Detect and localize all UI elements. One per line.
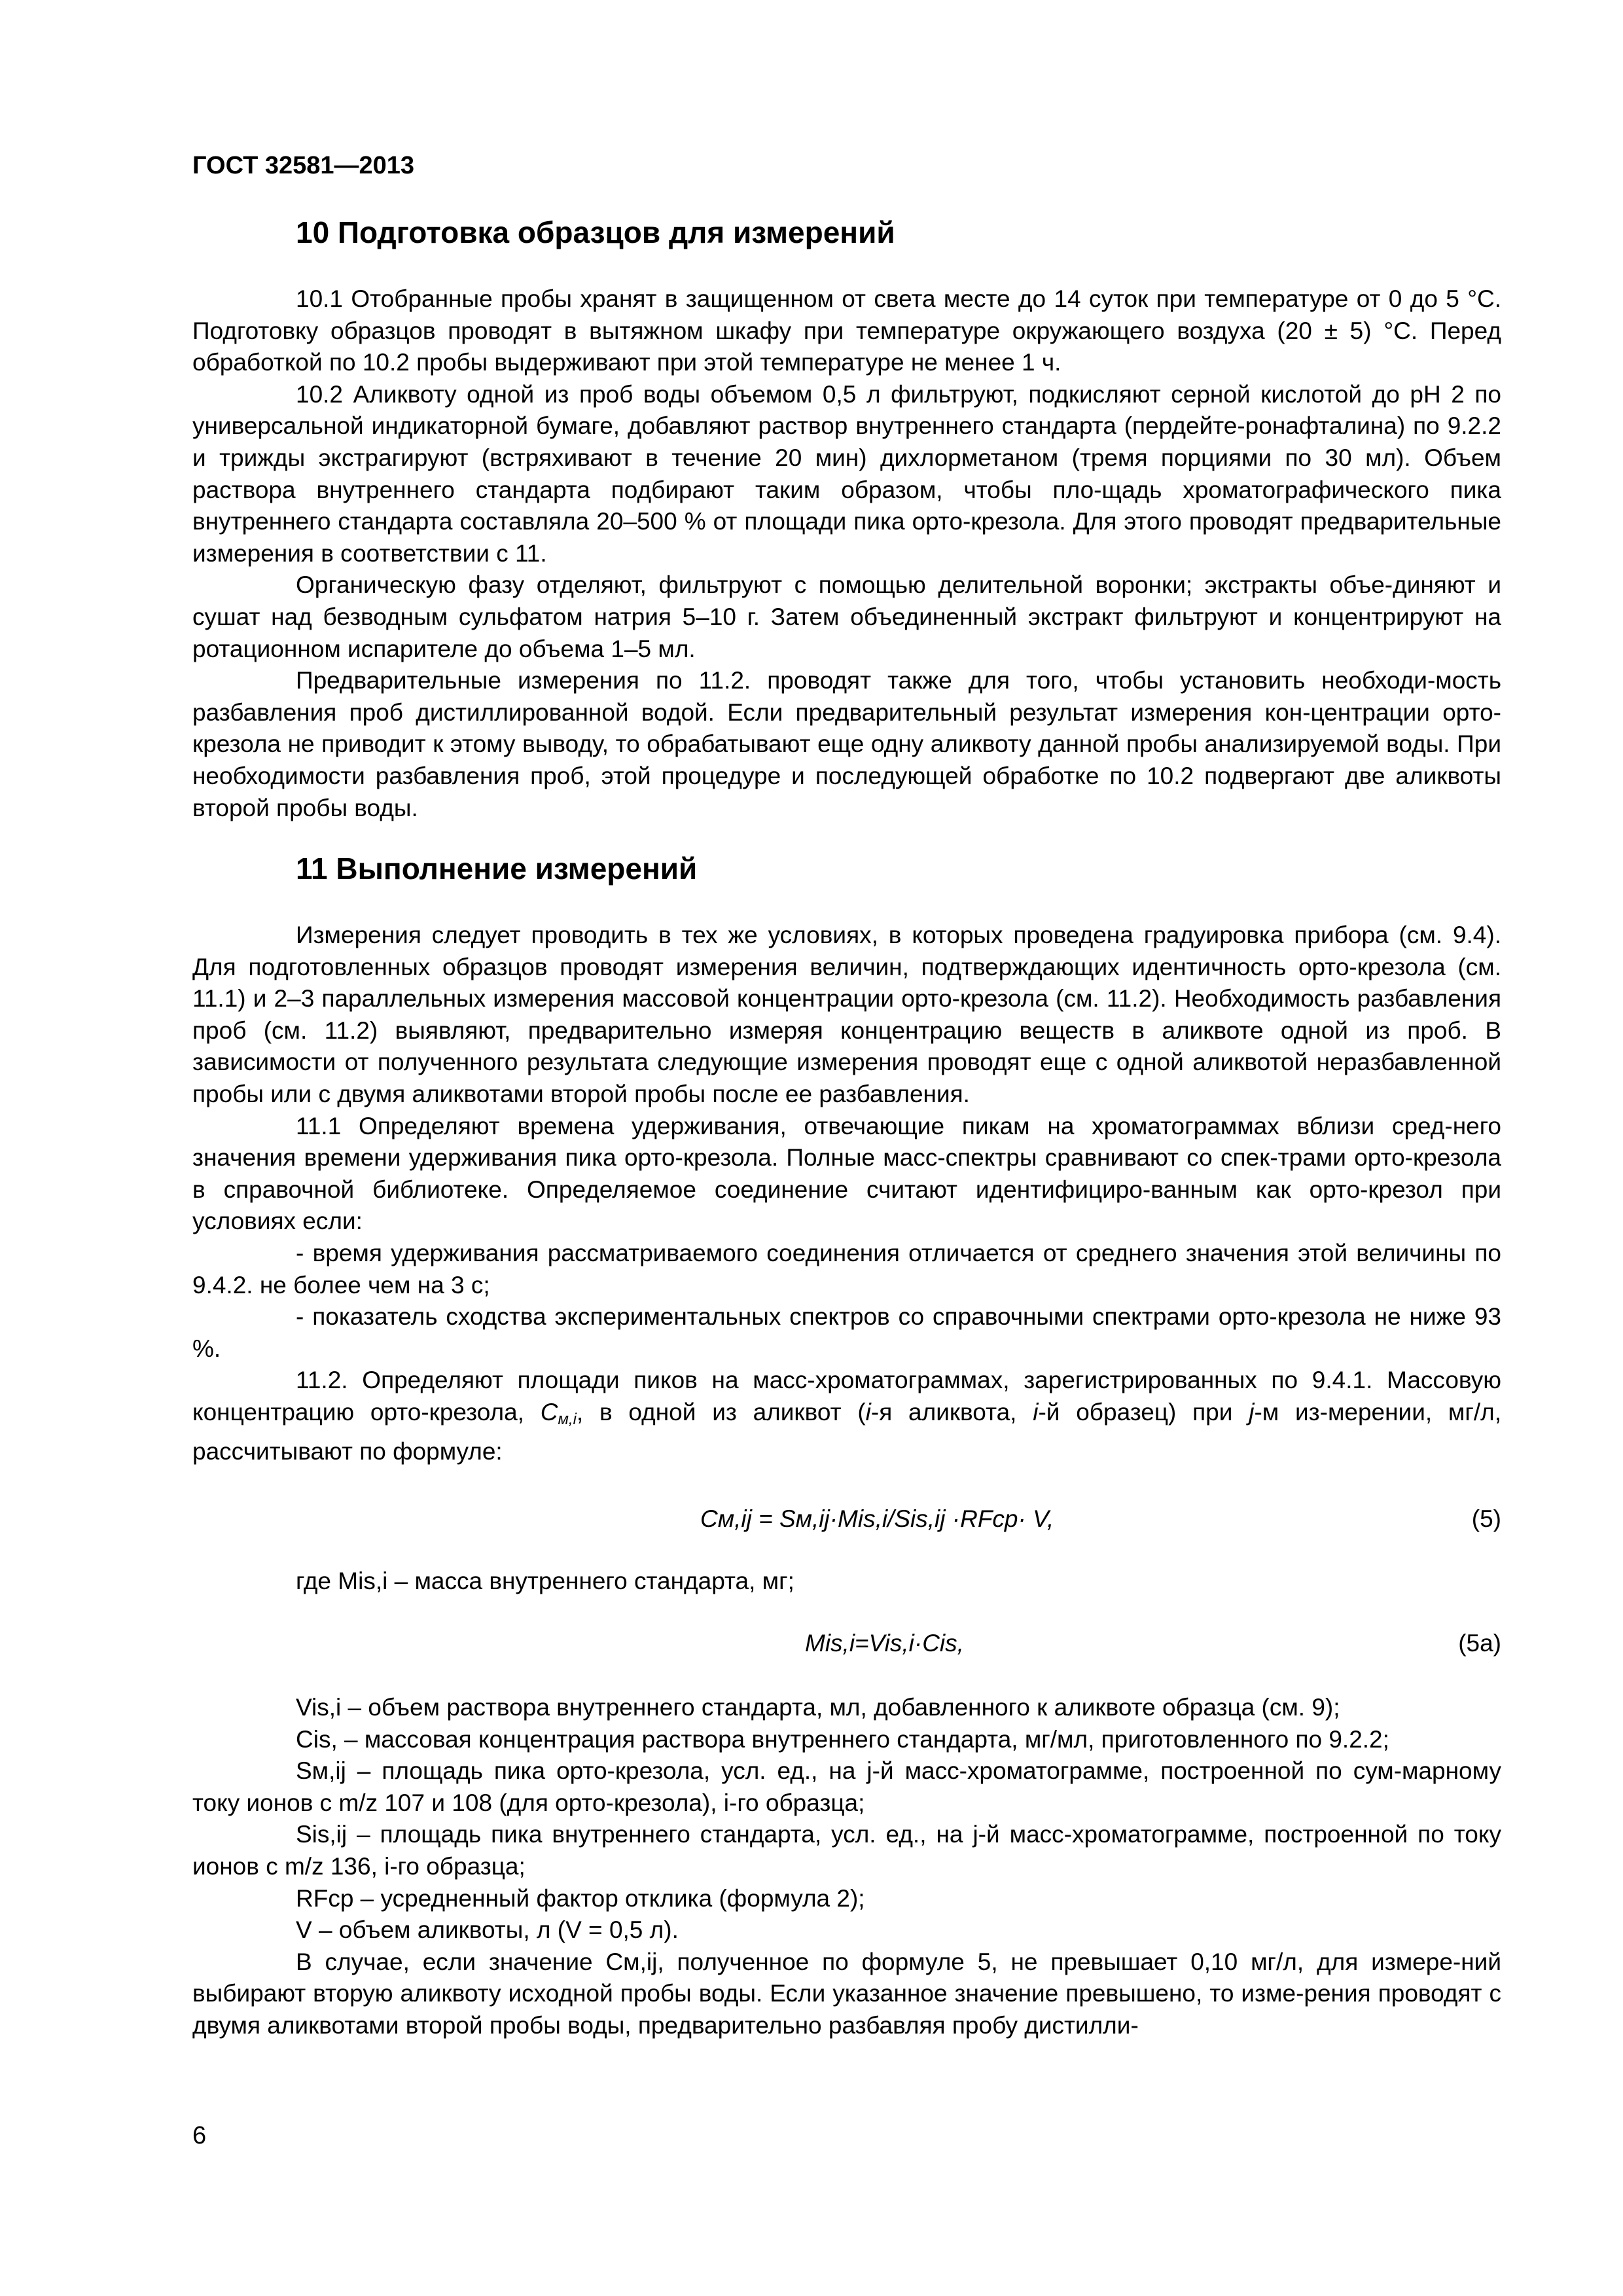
definition-v-is: Vis,i – объем раствора внутреннего стандарта, мл, добавленного к аликвоте образца (см. 9);	[296, 1694, 1340, 1721]
where-clause: где Mis,i – масса внутреннего стандарта, мг;	[296, 1568, 794, 1594]
paragraph-11-2: 11.2. Определяют площади пиков на масс-хроматограммах, зарегистрированных по 9.4.1. Массовую концентрацию орто-крезола, $C_{м,i}$, в одной из аликвот (i-я аликвота, i-й образец) при j-м из-мерении, мг/л, рассчитывают по формуле:	[192, 1367, 1502, 1465]
page-number: 6	[192, 2122, 207, 2149]
paragraph-10-3: Органическую фазу отделяют, фильтруют с помощью делительной воронки; экстракты объе-диняют и сушат над безводным сульфатом натрия 5–10 г. Затем объединенный экстракт фильтруют и концентрируют на ротационном испарителе до объема 1–5 мл.	[192, 571, 1501, 662]
section-10-title: 10 Подготовка образцов для измерений	[296, 215, 895, 249]
formula-5a-number: (5а)	[1458, 1630, 1501, 1657]
paragraph-10-4: Предварительные измерения по 11.2. проводят также для того, чтобы установить необходи-мость разбавления проб дистиллированной водой. Если предварительный результат измерения кон-центрации орто-крезола не приводит к этому выводу, то обрабатывают еще одну аликвоту данной пробы анализируемой воды. При необходимости разбавления проб, этой процедуре и последующей обработке по 10.2 подвергают две аликвоты второй пробы воды.	[192, 667, 1501, 821]
definition-rf: RFср – усредненный фактор отклика (формула 2);	[296, 1884, 865, 1912]
definition-c-is: Cis, – массовая концентрация раствора внутреннего стандарта, мг/мл, приготовленного по 9.2.2;	[296, 1725, 1389, 1753]
paragraph-11-1: 11.1 Определяют времена удерживания, отвечающие пикам на хроматограммах вблизи сред-него значения времени удерживания пика орто-крезола. Полные масс-спектры сравнивают со спек-трами орто-крезола в справочной библиотеке. Определяемое соединение считают идентифициро-ванным как орто-крезол при условиях если:	[192, 1112, 1501, 1235]
paragraph-11-intro: Измерения следует проводить в тех же условиях, в которых проведена градуировка прибора (см. 9.4). Для подготовленных образцов проводят измерения величин, подтверждающих идентичность орто-крезола (см. 11.1) и 2–3 параллельных измерения массовой концентрации орто-крезола (см. 11.2). Необходимость разбавления проб (см. 11.2) выявляют, предварительно измеряя концентрацию веществ в аликвоте одной из проб. В зависимости от полученного результата следующие измерения проводят еще с одной аликвотой неразбавленной пробы или с двумя аликвотами второй пробы после ее разбавления.	[192, 922, 1501, 1107]
section-11-body	[192, 920, 1501, 1467]
formula-5: См,ij = Sм,ij·Mis,i/Sis,ij ·RFср· V,	[700, 1505, 1054, 1532]
document-header: ГОСТ 32581—2013	[192, 152, 415, 179]
variable-definitions	[192, 1692, 1501, 2042]
paragraph-final: В случае, если значение См,ij, полученное по формуле 5, не превышает 0,10 мг/л, для измере-ний выбирают вторую аликвоту исходной пробы воды. Если указанное значение превышено, то изме-рения проводят с двумя аликвотами второй пробы воды, предварительно разбавляя пробу дистилли-	[192, 1948, 1501, 2039]
definition-s-is: Sis,ij – площадь пика внутреннего стандарта, усл. ед., на j-й масс-хроматограмме, построенной по току ионов с m/z 136, i-го образца;	[192, 1821, 1501, 1880]
paragraph-10-2: 10.2 Аликвоту одной из проб воды объемом 0,5 л фильтруют, подкисляют серной кислотой до рН 2 по универсальной индикаторной бумаге, добавляют раствор внутреннего стандарта (пердейте-ронафталина) по 9.2.2 и трижды экстрагируют (встряхивают в течение 20 мин) дихлорметаном (тремя порциями по 30 мл). Объем раствора внутреннего стандарта подбирают таким образом, чтобы пло-щадь хроматографического пика внутреннего стандарта составляла 20–500 % от площади пика орто-крезола. Для этого проводят предварительные измерения в соответствии с 11.	[192, 380, 1501, 567]
formula-5-number: (5)	[1471, 1505, 1501, 1532]
condition-item-2: - показатель сходства экспериментальных спектров со справочными спектрами орто-крезола не ниже 93 %.	[192, 1303, 1501, 1362]
section-11-title: 11 Выполнение измерений	[296, 852, 698, 886]
formula-5a: Mis,i=Vis,i·Cis,	[805, 1630, 964, 1657]
section-10-body	[192, 283, 1501, 824]
paragraph-10-1: 10.1 Отобранные пробы хранят в защищенном от света месте до 14 суток при температуре от 0 до 5 °С. Подготовку образцов проводят в вытяжном шкафу при температуре окружающего воздуха (20 ± 5) °С. Перед обработкой по 10.2 пробы выдерживают при этой температуре не менее 1 ч.	[192, 285, 1501, 376]
definition-s-m: Sм,ij – площадь пика орто-крезола, усл. ед., на j-й масс-хроматограмме, построенной по сум-марному току ионов с m/z 107 и 108 (для орто-крезола), i-го образца;	[192, 1757, 1501, 1816]
condition-item-1: - время удерживания рассматриваемого соединения отличается от среднего значения этой величины по 9.4.2. не более чем на 3 с;	[192, 1239, 1501, 1299]
definition-volume: V – объем аликвоты, л (V = 0,5 л).	[296, 1916, 679, 1944]
